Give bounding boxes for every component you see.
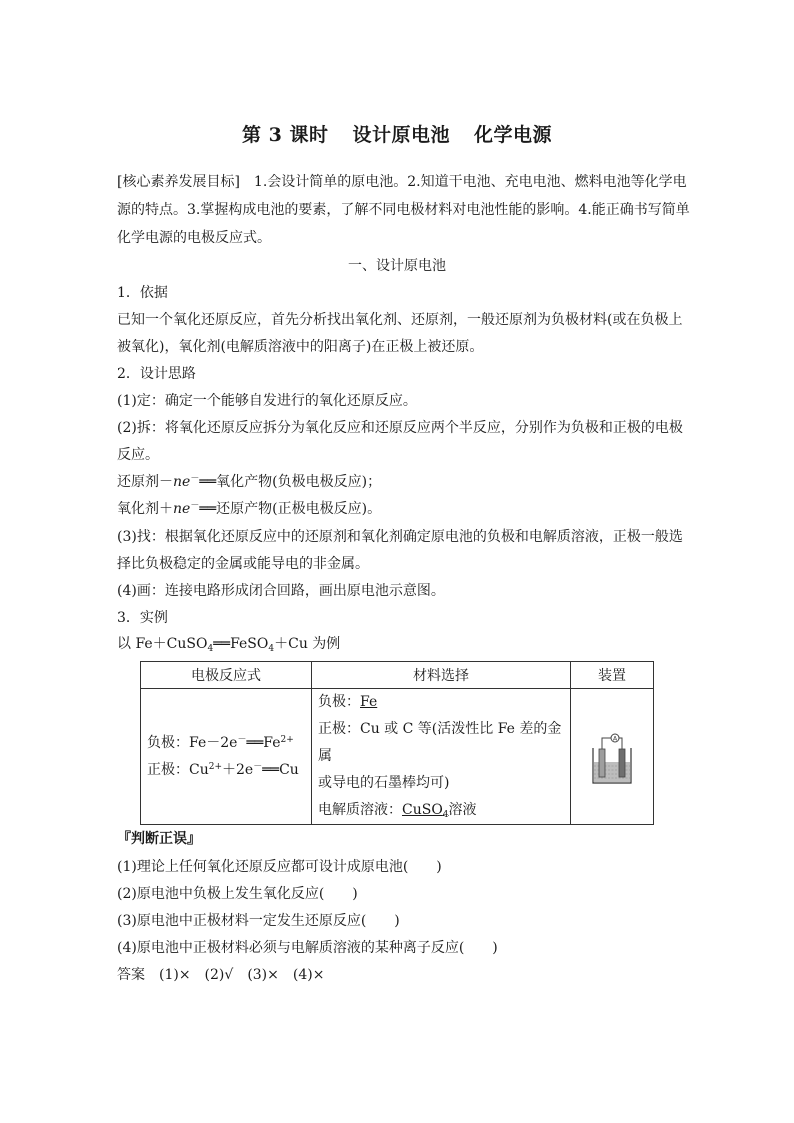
negative-material [318, 689, 564, 716]
judge-question-1: (1)理论上任何氧化还原反应都可设计成原电池( ) [117, 859, 442, 875]
electrolyte-label: 电解质溶液： [318, 802, 402, 818]
oxidant-eq-left: 氧化剂＋ [117, 501, 173, 517]
positive-electrode-equation [147, 757, 305, 784]
table-header: 电极反应式 [141, 662, 312, 689]
judge-heading [117, 828, 201, 848]
basis-heading: 1．依据 [117, 285, 168, 301]
lesson-subtopic: 化学电源 [473, 124, 552, 146]
neg-material-value: Fe [360, 694, 378, 710]
pos-eq-charge-2: － [253, 761, 263, 772]
reductant-eq-left: 还原剂－ [117, 474, 173, 490]
goals-line-1: [核心素养发展目标] 1.会设计简单的原电池。2.知道干电池、充电电池、燃料电池等化学电 [117, 174, 687, 190]
negative-electrode-equation [147, 730, 305, 757]
design-step-3-line-1: (3)找：根据氧化还原反应中的还原剂和氧化剂确定原电池的负极和电解质溶液，正极一般选 [117, 529, 683, 545]
electrolyte-value [402, 802, 449, 818]
design-step-3-line-2: 择比负极稳定的金属或能导电的非金属。 [117, 556, 369, 572]
basis-line-1: 已知一个氧化还原反应，首先分析找出氧化剂、还原剂，一般还原剂为负极材料(或在负极上 [117, 312, 683, 328]
galvanic-cell-diagram [589, 728, 635, 786]
pos-eq-mid: ＋2e [222, 761, 254, 778]
basis-line-2: 被氧化)，氧化剂(电解质溶液中的阳离子)在正极上被还原。 [117, 339, 484, 355]
design-heading: 2．设计思路 [117, 366, 196, 382]
pos-eq-left: 正极：Cu [147, 761, 209, 778]
bracket-close-icon: 』 [187, 831, 201, 847]
reductant-equation [117, 472, 381, 492]
intro-reactants: 以 Fe＋CuSO [117, 636, 208, 652]
judge-answer: 答案 (1)× (2)√ (3)× (4)× [117, 967, 325, 983]
device-cell [571, 689, 654, 825]
page-title [0, 120, 794, 147]
section-heading: 一、设计原电池 [348, 258, 446, 274]
ammeter-label: A [612, 735, 618, 742]
example-table [140, 661, 654, 825]
lesson-number: 第 3 课时 [242, 124, 329, 146]
positive-material-line-1: 正极：Cu 或 C 等(活泼性比 Fe 差的金属 [318, 721, 562, 764]
pos-eq-charge-1: 2+ [208, 761, 223, 772]
oxidant-eq-charge: － [190, 501, 200, 511]
electrode-equations-cell [141, 689, 312, 825]
bracket-open-icon: 『 [117, 831, 131, 847]
neg-eq-charge-1: － [237, 734, 247, 745]
judge-question-4: (4)原电池中正极材料必须与电解质溶液的某种离子反应( ) [117, 940, 498, 956]
intro-products: ══FeSO [213, 636, 269, 652]
material-selection-cell [312, 689, 571, 825]
table-header: 材料选择 [312, 662, 571, 689]
oxidant-eq-right: ══还原产物(正极电极反应)。 [199, 501, 382, 517]
reductant-eq-right: ══氧化产物(负极电极反应)； [199, 474, 382, 490]
negative-electrode-icon [599, 749, 605, 777]
neg-eq-right: ══Fe [246, 734, 281, 751]
intro-sub-1: 4 [207, 644, 214, 654]
design-step-1: (1)定：确定一个能够自发进行的氧化还原反应。 [117, 393, 417, 409]
electrolyte [318, 797, 564, 824]
example-intro [117, 634, 340, 654]
electrolyte-suffix: 溶液 [448, 802, 477, 818]
intro-sub-2: 4 [268, 644, 275, 654]
intro-suffix: ＋Cu 为例 [274, 636, 341, 652]
reductant-eq-charge: － [190, 474, 200, 484]
positive-electrode-icon [619, 749, 625, 777]
pos-eq-right: ══Cu [262, 761, 299, 778]
electrolyte-subscript: 4 [442, 810, 449, 820]
judge-question-3: (3)原电池中正极材料一定发生还原反应( ) [117, 913, 400, 929]
table-row [141, 689, 654, 825]
judge-heading-text: 判断正误 [131, 831, 187, 847]
goals-line-3: 化学电源的电极反应式。 [117, 230, 271, 246]
neg-eq-left: 负极：Fe－2e [147, 734, 238, 751]
goals-line-2: 源的特点。3.掌握构成电池的要素，了解不同电极材料对电池性能的影响。4.能正确书写简单 [117, 202, 690, 218]
judge-question-2: (2)原电池中负极上发生氧化反应( ) [117, 886, 358, 902]
oxidant-eq-electrons: ne [173, 501, 191, 517]
reductant-eq-electrons: ne [173, 474, 191, 490]
design-step-4: (4)画：连接电路形成闭合回路，画出原电池示意图。 [117, 583, 445, 599]
example-heading: 3．实例 [117, 610, 168, 626]
table-header-row [141, 662, 654, 689]
table-header: 装置 [571, 662, 654, 689]
neg-eq-charge-2: 2+ [280, 734, 294, 745]
electrolyte-formula: CuSO [402, 802, 443, 818]
positive-material-line-2: 或导电的石墨棒均可) [318, 775, 450, 791]
lesson-topic: 设计原电池 [352, 124, 450, 146]
design-step-2-line-2: 反应。 [117, 447, 159, 463]
neg-material-label: 负极： [318, 694, 360, 710]
oxidant-equation [117, 499, 381, 519]
design-step-2-line-1: (2)拆：将氧化还原反应拆分为氧化反应和还原反应两个半反应，分别作为负极和正极的电极 [117, 420, 683, 436]
